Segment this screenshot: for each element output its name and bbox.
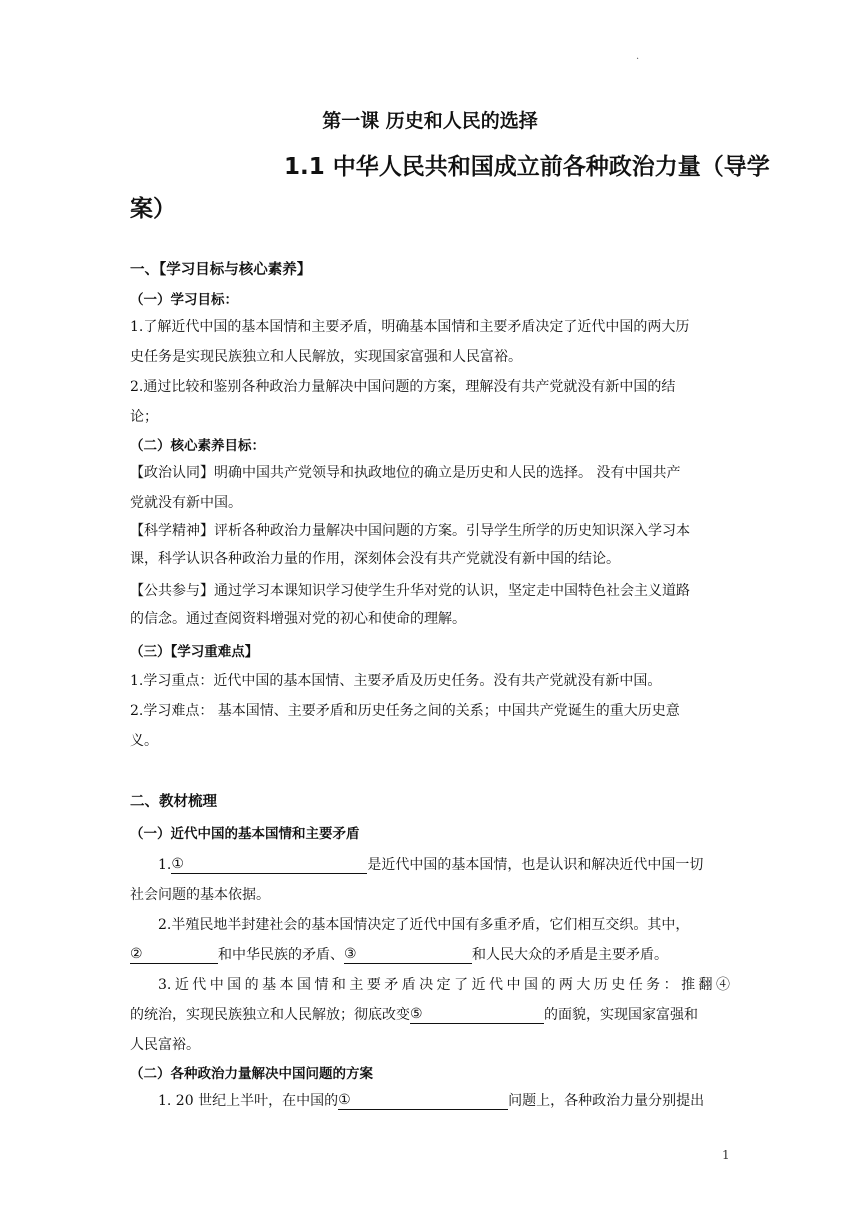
key-point1: 1.学习重点：近代中国的基本国情、主要矛盾及历史任务。没有共产党就没有新中国。 — [130, 673, 662, 689]
item2-end: 和人民大众的矛盾是主要矛盾。 — [472, 947, 668, 963]
blank-1[interactable] — [171, 856, 367, 874]
item3-start: 的统治，实现民族独立和人民解放；彻底改变 — [130, 1007, 410, 1023]
fill-item3-line1: 3.近代中国的基本国情和主要矛盾决定了近代中国的两大历史任务：推翻④ — [158, 977, 730, 993]
blank-1-label: ① — [171, 856, 184, 872]
part2-heading: （二）各种政治力量解决中国问题的方案 — [130, 1066, 373, 1082]
blank-2-label: ② — [130, 946, 143, 962]
fill-item2-line1: 2.半殖民地半封建社会的基本国情决定了近代中国有多重矛盾，它们相互交织。其中， — [158, 917, 690, 933]
question1-prefix: 1. 20 世纪上半叶，在中国的 — [158, 1093, 339, 1109]
section-title-line2: 案） — [130, 196, 176, 222]
question1-blank-label: ① — [338, 1092, 351, 1108]
part1-heading: （一）近代中国的基本国情和主要矛盾 — [130, 826, 360, 842]
core3-line1: 【公共参与】通过学习本课知识学习使学生升华对党的认识，坚定走中国特色社会主义道路 — [130, 583, 690, 599]
section1-heading: 一、【学习目标与核心素养】 — [130, 262, 312, 278]
item3-end: 的面貌，实现国家富强和 — [544, 1007, 698, 1023]
item2-mid: 和中华民族的矛盾、 — [218, 947, 344, 963]
question1-line1 — [158, 1090, 730, 1110]
fill-item3-line3: 人民富裕。 — [130, 1037, 200, 1053]
fill-item1-line1 — [158, 854, 730, 874]
goal2-line2: 论； — [130, 409, 158, 425]
header-mark: · — [636, 54, 640, 65]
core1-line2: 党就没有新中国。 — [130, 495, 242, 511]
key-point2-line2: 义。 — [130, 733, 158, 749]
goal1-line1: 1.了解近代中国的基本国情和主要矛盾，明确基本国情和主要矛盾决定了近代中国的两大历 — [130, 319, 690, 335]
blank-2[interactable] — [130, 946, 218, 964]
blank-5-label: ⑤ — [410, 1006, 423, 1022]
goal1-line2: 史任务是实现民族独立和人民解放，实现国家富强和人民富裕。 — [130, 349, 522, 365]
section-title-line1: 1.1 中华人民共和国成立前各种政治力量（导学 — [284, 154, 770, 180]
item1-prefix: 1. — [158, 857, 172, 873]
blank-3-label: ③ — [344, 946, 357, 962]
section2-heading: 二、教材梳理 — [130, 794, 217, 810]
blank-3[interactable] — [344, 946, 472, 964]
lesson-title: 第一课 历史和人民的选择 — [322, 110, 538, 132]
core2-line1: 【科学精神】评析各种政治力量解决中国问题的方案。引导学生所学的历史知识深入学习本 — [130, 523, 690, 539]
fill-item3-line2 — [130, 1004, 730, 1024]
core-heading: （二）核心素养目标： — [130, 438, 265, 454]
core3-line2: 的信念。通过查阅资料增强对党的初心和使命的理解。 — [130, 611, 466, 627]
fill-item2-line2 — [130, 944, 730, 964]
core2-line2: 课，科学认识各种政治力量的作用，深刻体会没有共产党就没有新中国的结论。 — [130, 551, 620, 567]
fill-item1-line2: 社会问题的基本依据。 — [130, 887, 270, 903]
goals-heading: （一）学习目标： — [130, 292, 238, 308]
item1-suffix: 是近代中国的基本国情，也是认识和解决近代中国一切 — [367, 857, 704, 873]
key-heading: （三）【学习重难点】 — [130, 644, 259, 660]
page-number: 1 — [722, 1148, 730, 1162]
core1-line1: 【政治认同】明确中国共产党领导和执政地位的确立是历史和人民的选择。 没有中国共产 — [130, 465, 681, 481]
question1-suffix: 问题上，各种政治力量分别提出 — [508, 1093, 705, 1109]
goal2-line1: 2.通过比较和鉴别各种政治力量解决中国问题的方案，理解没有共产党就没有新中国的结 — [130, 379, 676, 395]
question1-blank[interactable] — [338, 1092, 508, 1110]
key-point2-line1: 2.学习难点： 基本国情、主要矛盾和历史任务之间的关系；中国共产党诞生的重大历史意 — [130, 703, 680, 719]
blank-5[interactable] — [410, 1006, 544, 1024]
